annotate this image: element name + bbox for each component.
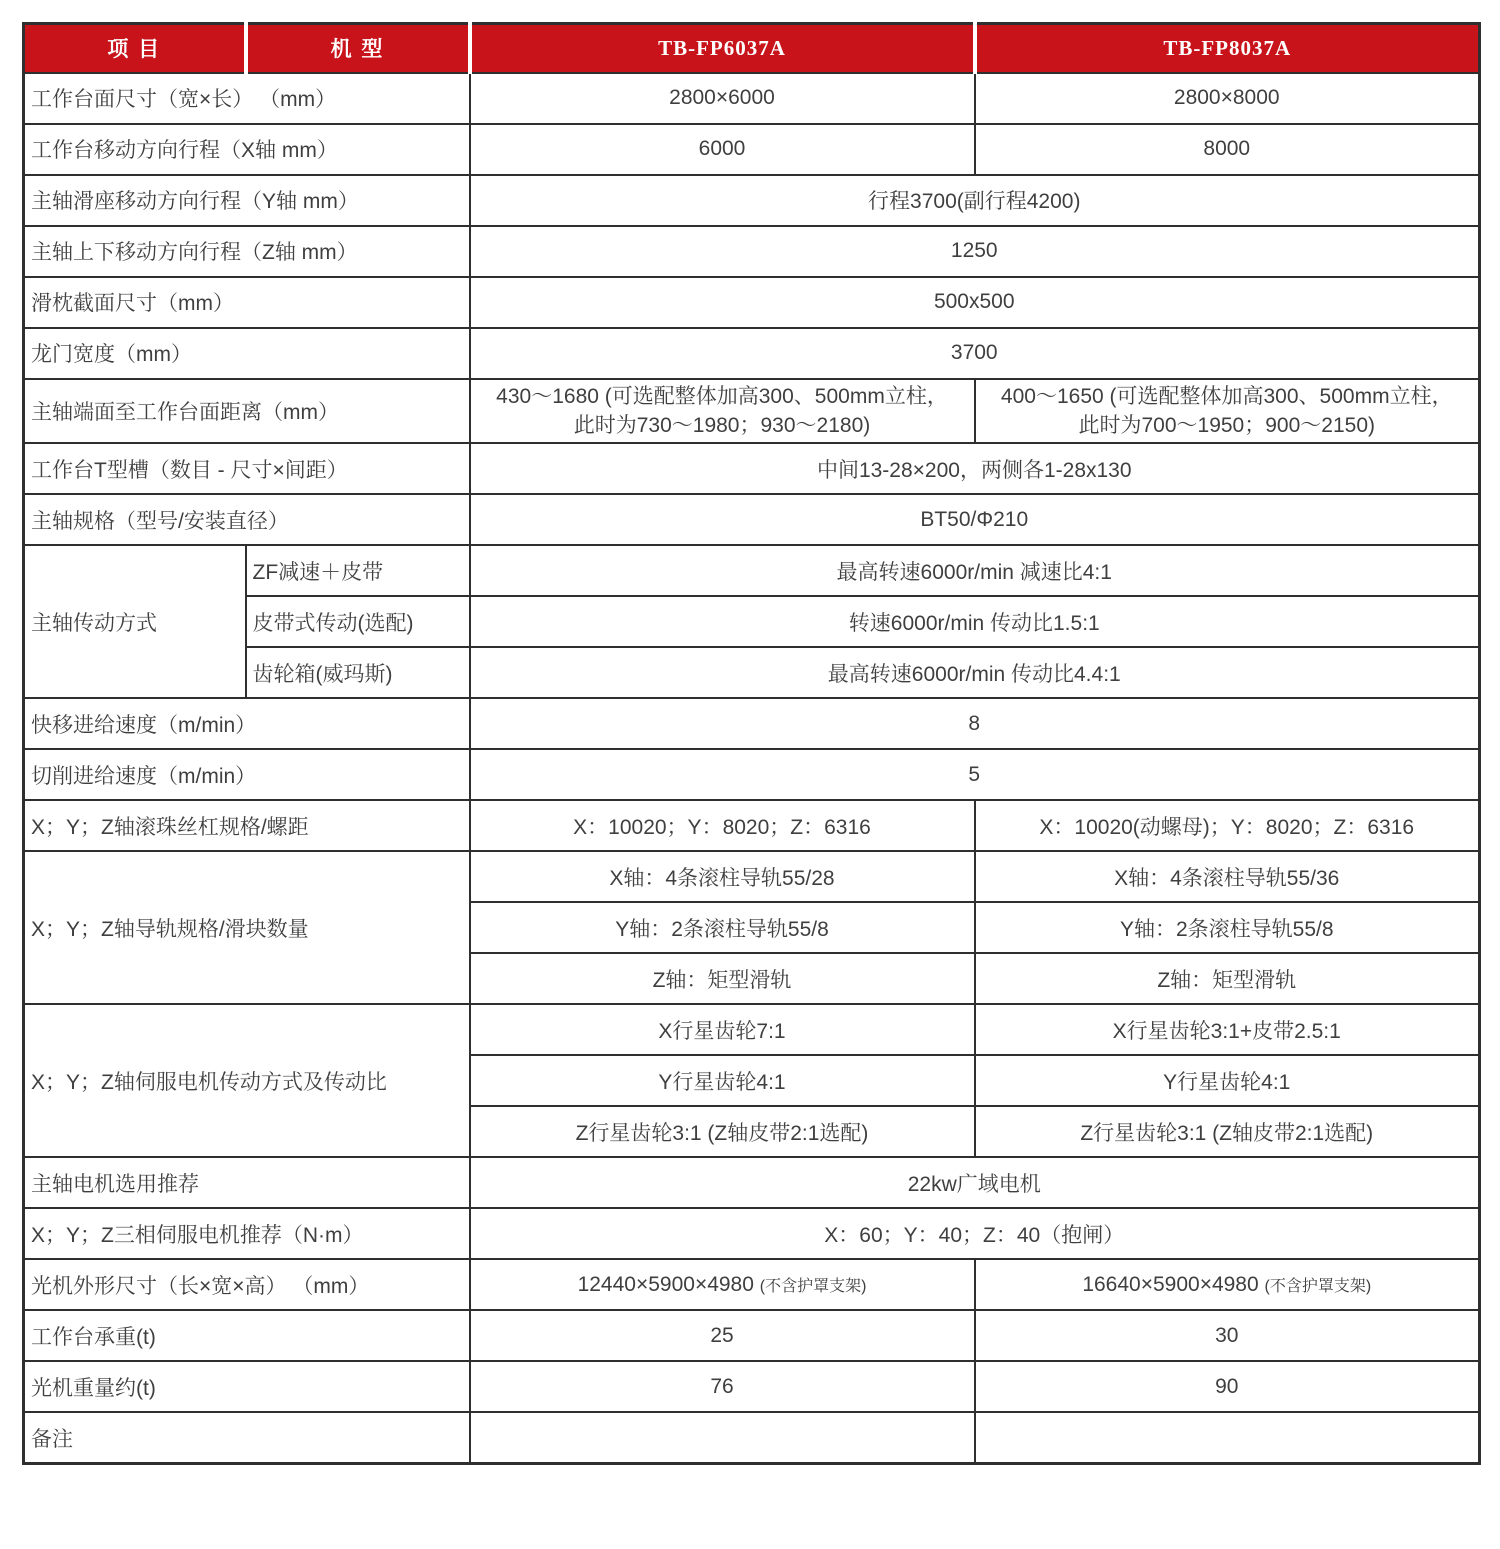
- value-guideway-y-a: Y轴：2条滚柱导轨55/8: [470, 902, 975, 953]
- label-servo-drive: X；Y；Z轴伺服电机传动方式及传动比: [24, 1004, 470, 1157]
- value-spindle-spec: BT50/Φ210: [470, 494, 1480, 545]
- value-spindle-distance-b-line2: 此时为700～1950；900～2150): [1078, 413, 1375, 437]
- row-table-load: [24, 1310, 1480, 1361]
- value-y-travel: 行程3700(副行程4200): [470, 175, 1480, 226]
- value-ram-section: 500x500: [470, 277, 1480, 328]
- row-spindle-spec: [24, 494, 1480, 545]
- sublabel-spindle-drive-zf: ZF减速＋皮带: [246, 545, 470, 596]
- label-worktable-size: 工作台面尺寸（宽×长） （mm）: [24, 73, 470, 124]
- value-servo-motor: X：60；Y：40；Z：40（抱闸）: [470, 1208, 1480, 1259]
- header-item-label: 项 目: [24, 24, 246, 73]
- value-guideway-x-b: X轴：4条滚柱导轨55/36: [975, 851, 1480, 902]
- spec-table: [22, 22, 1481, 1465]
- value-machine-weight-a: 76: [470, 1361, 975, 1412]
- label-spindle-distance: 主轴端面至工作台面距离（mm）: [24, 379, 470, 444]
- label-spindle-drive: 主轴传动方式: [24, 545, 246, 698]
- row-rapid-feed: [24, 698, 1480, 749]
- label-remarks: 备注: [24, 1412, 470, 1463]
- row-ballscrew: [24, 800, 1480, 851]
- value-worktable-size-a: 2800×6000: [470, 73, 975, 124]
- value-guideway-x-a: X轴：4条滚柱导轨55/28: [470, 851, 975, 902]
- row-x-travel: [24, 124, 1480, 175]
- label-machine-size: 光机外形尺寸（长×宽×高） （mm）: [24, 1259, 470, 1310]
- row-worktable-size: [24, 73, 1480, 124]
- value-machine-size-a-note: (不含护罩支架): [759, 1277, 867, 1295]
- row-cutting-feed: [24, 749, 1480, 800]
- value-rapid-feed: 8: [470, 698, 1480, 749]
- header-model-label: 机 型: [246, 24, 470, 73]
- row-machine-weight: [24, 1361, 1480, 1412]
- header-model-b: TB-FP8037A: [975, 24, 1480, 73]
- label-spindle-spec: 主轴规格（型号/安装直径）: [24, 494, 470, 545]
- value-spindle-drive-belt: 转速6000r/min 传动比1.5:1: [470, 596, 1480, 647]
- row-spindle-motor: [24, 1157, 1480, 1208]
- value-spindle-distance-b: [975, 379, 1480, 444]
- row-remarks: [24, 1412, 1480, 1463]
- value-servo-drive-x-b: X行星齿轮3:1+皮带2.5:1: [975, 1004, 1480, 1055]
- sublabel-spindle-drive-belt: 皮带式传动(选配): [246, 596, 470, 647]
- value-table-load-b: 30: [975, 1310, 1480, 1361]
- row-servo-motor: [24, 1208, 1480, 1259]
- row-spindle-distance: [24, 379, 1480, 444]
- header-row: [24, 24, 1480, 73]
- label-ballscrew: X；Y；Z轴滚珠丝杠规格/螺距: [24, 800, 470, 851]
- row-ram-section: [24, 277, 1480, 328]
- row-spindle-drive-1: [24, 545, 1480, 596]
- value-machine-weight-b: 90: [975, 1361, 1480, 1412]
- value-x-travel-b: 8000: [975, 124, 1480, 175]
- row-z-travel: [24, 226, 1480, 277]
- value-machine-size-b-note: (不含护罩支架): [1264, 1277, 1372, 1295]
- value-remarks-b: [975, 1412, 1480, 1463]
- value-ballscrew-a: X：10020；Y：8020；Z：6316: [470, 800, 975, 851]
- value-spindle-distance-a: [470, 379, 975, 444]
- value-guideway-z-b: Z轴：矩型滑轨: [975, 953, 1480, 1004]
- value-table-load-a: 25: [470, 1310, 975, 1361]
- value-cutting-feed: 5: [470, 749, 1480, 800]
- label-ram-section: 滑枕截面尺寸（mm）: [24, 277, 470, 328]
- value-remarks-a: [470, 1412, 975, 1463]
- row-t-slot: [24, 443, 1480, 494]
- row-y-travel: [24, 175, 1480, 226]
- label-rapid-feed: 快移进给速度（m/min）: [24, 698, 470, 749]
- value-spindle-motor: 22kw广域电机: [470, 1157, 1480, 1208]
- label-y-travel: 主轴滑座移动方向行程（Y轴 mm）: [24, 175, 470, 226]
- value-worktable-size-b: 2800×8000: [975, 73, 1480, 124]
- value-machine-size-a: [470, 1259, 975, 1310]
- row-machine-size: [24, 1259, 1480, 1310]
- value-ballscrew-b: X：10020(动螺母)；Y：8020；Z：6316: [975, 800, 1480, 851]
- label-servo-motor: X；Y；Z三相伺服电机推荐（N·m）: [24, 1208, 470, 1259]
- row-servo-drive-x: [24, 1004, 1480, 1055]
- label-t-slot: 工作台T型槽（数目 - 尺寸×间距）: [24, 443, 470, 494]
- label-table-load: 工作台承重(t): [24, 1310, 470, 1361]
- label-machine-weight: 光机重量约(t): [24, 1361, 470, 1412]
- row-gantry-width: [24, 328, 1480, 379]
- value-machine-size-b-main: 16640×5900×4980: [1082, 1272, 1259, 1296]
- value-machine-size-a-main: 12440×5900×4980: [577, 1272, 754, 1296]
- value-spindle-distance-b-line1: 400～1650 (可选配整体加高300、500mm立柱，: [1000, 384, 1453, 408]
- value-servo-drive-y-a: Y行星齿轮4:1: [470, 1055, 975, 1106]
- header-model-a: TB-FP6037A: [470, 24, 975, 73]
- value-servo-drive-z-b: Z行星齿轮3:1 (Z轴皮带2:1选配): [975, 1106, 1480, 1157]
- value-x-travel-a: 6000: [470, 124, 975, 175]
- label-gantry-width: 龙门宽度（mm）: [24, 328, 470, 379]
- label-x-travel: 工作台移动方向行程（X轴 mm）: [24, 124, 470, 175]
- row-guideway-x: [24, 851, 1480, 902]
- value-gantry-width: 3700: [470, 328, 1480, 379]
- value-guideway-z-a: Z轴：矩型滑轨: [470, 953, 975, 1004]
- value-servo-drive-x-a: X行星齿轮7:1: [470, 1004, 975, 1055]
- value-servo-drive-z-a: Z行星齿轮3:1 (Z轴皮带2:1选配): [470, 1106, 975, 1157]
- value-t-slot: 中间13-28×200，两侧各1-28x130: [470, 443, 1480, 494]
- value-servo-drive-y-b: Y行星齿轮4:1: [975, 1055, 1480, 1106]
- sublabel-spindle-drive-gearbox: 齿轮箱(威玛斯): [246, 647, 470, 698]
- table-header: [24, 24, 1480, 73]
- value-spindle-drive-gearbox: 最高转速6000r/min 传动比4.4:1: [470, 647, 1480, 698]
- label-z-travel: 主轴上下移动方向行程（Z轴 mm）: [24, 226, 470, 277]
- label-cutting-feed: 切削进给速度（m/min）: [24, 749, 470, 800]
- value-z-travel: 1250: [470, 226, 1480, 277]
- value-spindle-drive-zf: 最高转速6000r/min 减速比4:1: [470, 545, 1480, 596]
- label-guideway: X；Y；Z轴导轨规格/滑块数量: [24, 851, 470, 1004]
- value-machine-size-b: [975, 1259, 1480, 1310]
- value-spindle-distance-a-line1: 430～1680 (可选配整体加高300、500mm立柱，: [496, 384, 948, 408]
- value-guideway-y-b: Y轴：2条滚柱导轨55/8: [975, 902, 1480, 953]
- label-spindle-motor: 主轴电机选用推荐: [24, 1157, 470, 1208]
- value-spindle-distance-a-line2: 此时为730～1980；930～2180): [573, 413, 871, 437]
